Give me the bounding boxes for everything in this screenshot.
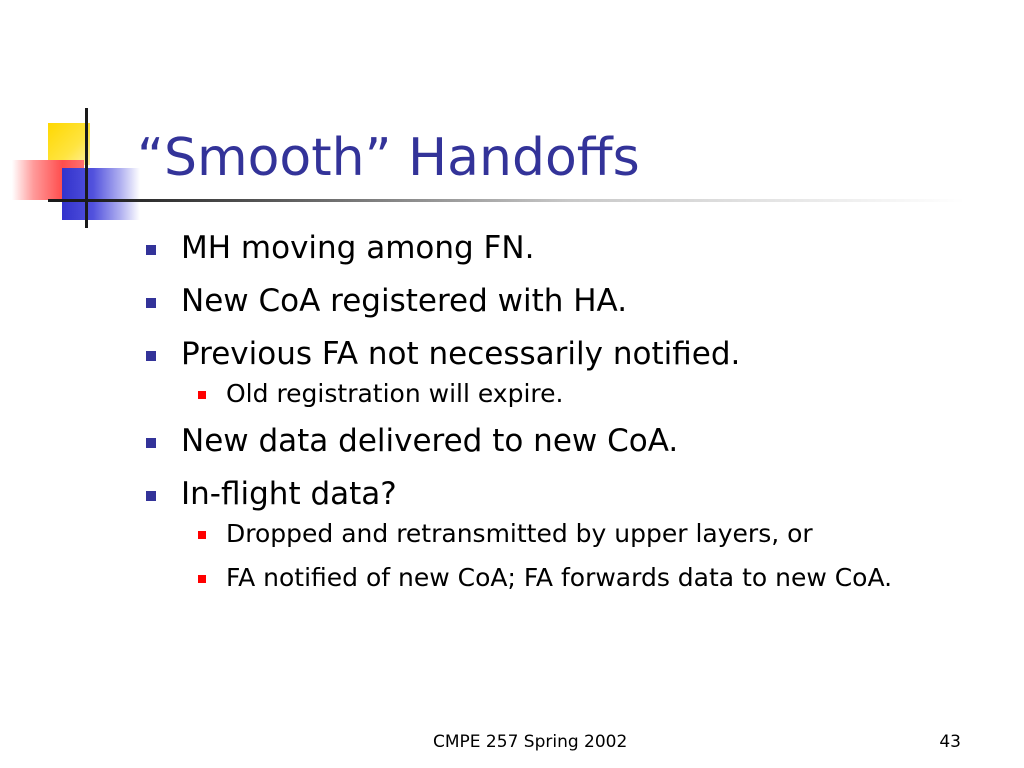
bullet-text: MH moving among FN. [181,230,535,266]
logo-yellow-square [48,123,90,165]
bullet-item [145,230,985,266]
square-bullet-icon [198,575,206,583]
slide-number: 43 [939,732,961,752]
corner-logo [0,0,140,230]
bullet-text: New CoA registered with HA. [181,283,628,319]
logo-vertical-line [85,108,88,228]
square-bullet-icon [146,298,156,308]
bullet-text: New data delivered to new CoA. [181,423,679,459]
square-bullet-icon [198,391,206,399]
square-bullet-icon [146,351,156,361]
logo-blue-square [62,168,140,220]
title-underline [85,199,965,202]
bullet-text: In-flight data? [181,476,397,512]
bullet-item [145,336,985,372]
sub-bullet-text: FA notified of new CoA; FA forwards data to new CoA. [226,563,893,592]
square-bullet-icon [198,531,206,539]
sub-bullet-text: Old registration will expire. [226,379,564,408]
bullet-item [145,476,985,512]
sub-bullet-item [145,519,985,549]
bullet-text: Previous FA not necessarily notified. [181,336,741,372]
bullet-list [145,230,985,607]
sub-bullet-item [145,563,985,593]
square-bullet-icon [146,438,156,448]
bullet-item [145,283,985,319]
sub-bullet-text: Dropped and retransmitted by upper layers, or [226,519,813,548]
footer-course-label: CMPE 257 Spring 2002 [433,732,628,752]
bullet-item [145,423,985,459]
sub-bullet-item [145,379,985,409]
square-bullet-icon [146,491,156,501]
square-bullet-icon [146,245,156,255]
slide-title: “Smooth” Handoffs [137,128,640,188]
